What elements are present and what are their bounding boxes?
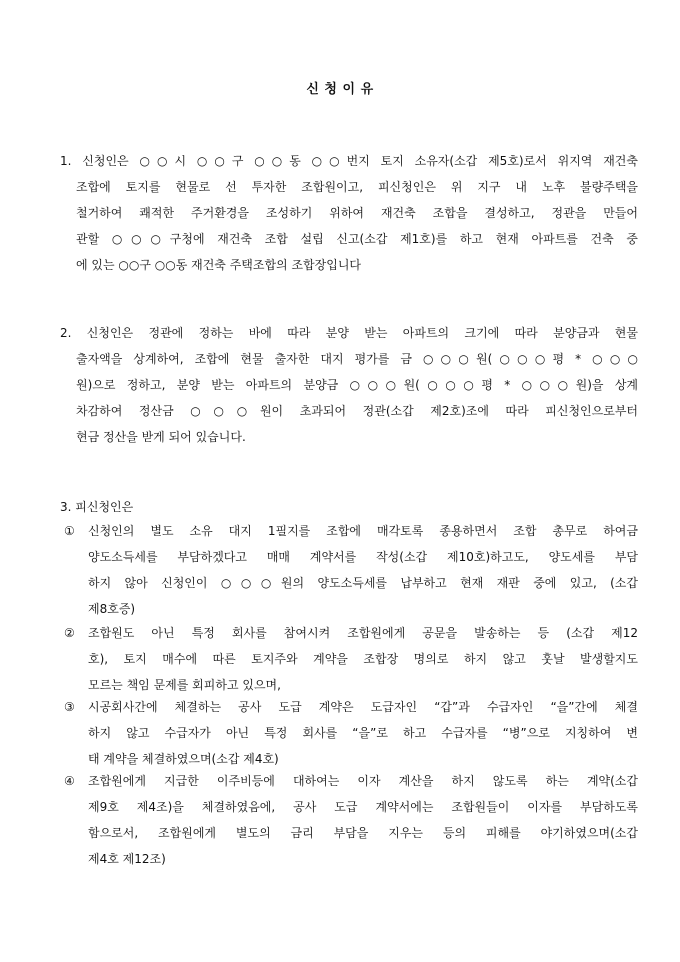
paragraph-3-heading: 3. 피신청인은 xyxy=(60,500,134,514)
paragraph-line: 출자액을 상계하여, 조합에 현물 출자한 대지 평가를 금 ○○○원(○○○평 * ○○○ xyxy=(76,352,638,366)
list-item-1 xyxy=(64,518,638,622)
list-item-3 xyxy=(64,694,638,772)
paragraph-line: 관할 ○○○구청에 재건축 조합 설립 신고(소갑 제1호)를 하고 현재 아파트를 건축 중 xyxy=(76,232,638,246)
paragraph-line: 현금 정산을 받게 되어 있습니다. xyxy=(76,430,246,444)
paragraph-line: 원)으로 정하고, 분양 받는 아파트의 분양금 ○○○원(○○○평 * ○○○원)을 상계 xyxy=(76,378,638,392)
list-item-4 xyxy=(64,768,638,872)
list-item-2 xyxy=(64,620,638,698)
paragraph-line: 조합에 토지를 현물로 선 투자한 조합원이고, 피신청인은 위 지구 내 노후 불량주택을 xyxy=(76,180,638,194)
list-item-line: 제9호 제4조)을 체결하였음에, 공사 도급 계약서에는 조합원들이 이자를 부담하도록 xyxy=(88,800,638,814)
list-item-body xyxy=(88,694,638,772)
list-item-body xyxy=(88,768,638,872)
list-item-body xyxy=(88,518,638,622)
circled-number-marker: ④ xyxy=(64,774,75,788)
list-item-line: 호), 토지 매수에 따른 토지주와 계약을 조합장 명의로 하지 않고 훗날 발생할지도 xyxy=(88,652,638,666)
list-item-line: 신청인의 별도 소유 대지 1필지를 조합에 매각토록 종용하면서 조합 총무로 하여금 xyxy=(88,524,638,538)
document-title: 신 청 이 유 xyxy=(306,82,374,97)
list-item-line: 하지 않고 수급자가 아닌 특정 회사를 “을”로 하고 수급자를 “병”으로 지칭하여 변 xyxy=(88,726,638,740)
list-item-line: 태 계약을 체결하였으며(소갑 제4호) xyxy=(88,752,279,766)
paragraph-line: 에 있는 ○○구 ○○동 재건축 주택조합의 조합장입니다 xyxy=(76,258,362,272)
paragraph-1 xyxy=(60,148,638,278)
paragraph-line: 2. 신청인은 정관에 정하는 바에 따라 분양 받는 아파트의 크기에 따라 분양금과 현물 xyxy=(60,326,638,340)
circled-number-marker: ① xyxy=(64,524,75,538)
list-item-line: 모르는 책임 문제를 회피하고 있으며, xyxy=(88,678,281,692)
list-item-body xyxy=(88,620,638,698)
paragraph-line: 1. 신청인은 ○○시 ○○구 ○○동 ○○번지 토지 소유자(소갑 제5호)로서 위지역 재건축 xyxy=(60,154,638,168)
list-item-line: 함으로서, 조합원에게 별도의 금리 부담을 지우는 등의 피해를 야기하였으며(소갑 xyxy=(88,826,638,840)
list-item-line: 제4호 제12조) xyxy=(88,852,166,866)
list-item-line: 양도소득세를 부담하겠다고 매매 계약서를 작성(소갑 제10호)하고도, 양도세를 부담 xyxy=(88,550,638,564)
list-item-line: 하지 않아 신청인이 ○○○원의 양도소득세를 납부하고 현재 재판 중에 있고, (소갑 xyxy=(88,576,638,590)
paragraph-line: 차감하여 정산금 ○○○원이 초과되어 정관(소갑 제2호)조에 따라 피신청인으로부터 xyxy=(76,404,638,418)
list-item-line: 조합원에게 지급한 이주비등에 대하여는 이자 계산을 하지 않도록 하는 계약(소갑 xyxy=(88,774,638,788)
list-item-line: 시공회사간에 체결하는 공사 도급 계약은 도급자인 “갑”과 수급자인 “을”간에 체결 xyxy=(88,700,638,714)
paragraph-line: 철거하여 쾌적한 주거환경을 조성하기 위하여 재건축 조합을 결성하고, 정관을 만들어 xyxy=(76,206,638,220)
circled-number-marker: ③ xyxy=(64,700,75,714)
paragraph-2 xyxy=(60,320,638,450)
circled-number-marker: ② xyxy=(64,626,75,640)
list-item-line: 조합원도 아닌 특정 회사를 참여시켜 조합원에게 공문을 발송하는 등 (소갑 제12 xyxy=(88,626,638,640)
list-item-line: 제8호증) xyxy=(88,602,136,616)
